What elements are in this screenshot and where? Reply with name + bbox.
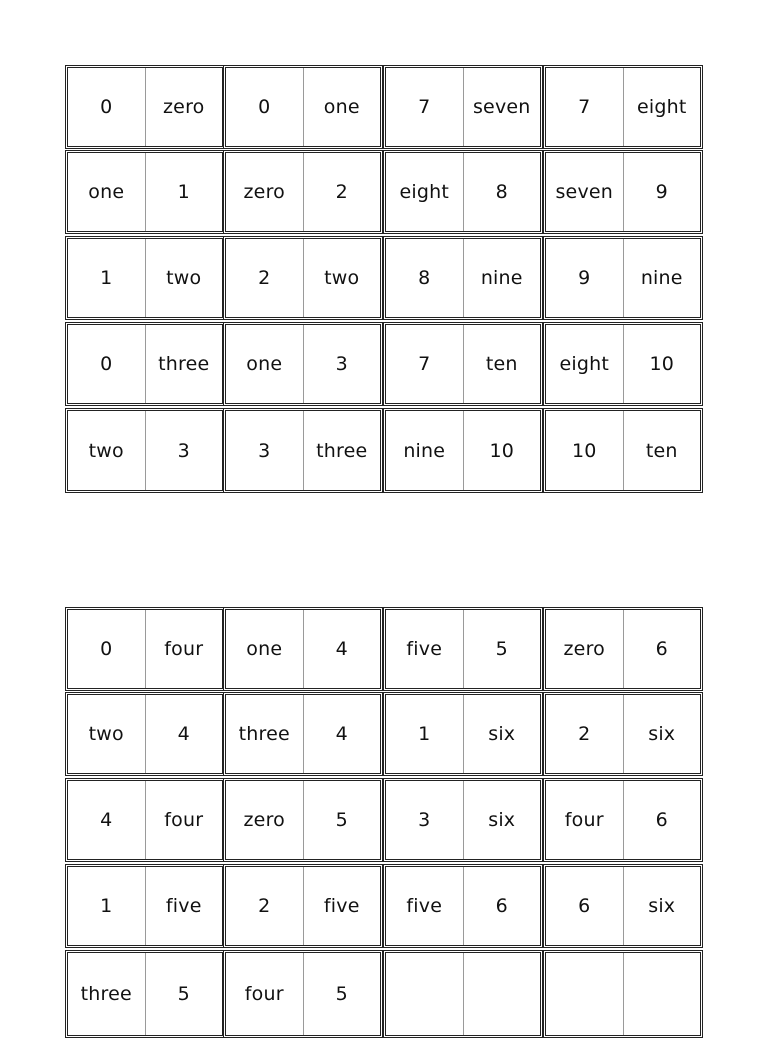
card-right-value: nine — [480, 267, 523, 289]
card-right-value: eight — [636, 96, 687, 118]
card-left-value: five — [386, 610, 464, 688]
card-left-value: 10 — [546, 411, 624, 490]
card-right-value: 6 — [495, 895, 508, 917]
card-left-value: 1 — [68, 867, 146, 945]
domino-card — [65, 778, 225, 862]
card-left-value: 1 — [386, 695, 464, 773]
domino-card — [65, 150, 225, 234]
card-right-value — [624, 953, 701, 1035]
card-row — [65, 778, 703, 862]
card-right-value: two — [324, 267, 360, 289]
card-left-value: 7 — [546, 68, 624, 146]
domino-card — [383, 607, 543, 691]
card-left-value: three — [68, 953, 146, 1035]
domino-card — [65, 65, 225, 149]
card-left-value: 3 — [386, 781, 464, 859]
domino-card — [383, 778, 543, 862]
domino-card — [223, 950, 383, 1038]
card-left-value: 4 — [68, 781, 146, 859]
domino-card — [543, 322, 703, 406]
card-right-value: ten — [645, 439, 678, 462]
card-right-value: 2 — [335, 181, 348, 203]
card-left-value: five — [386, 867, 464, 945]
card-right-value: 3 — [335, 353, 348, 375]
card-left-value: 2 — [226, 239, 304, 317]
card-left-value: 0 — [68, 325, 146, 403]
card-row — [65, 950, 703, 1038]
card-right-value: zero — [163, 96, 205, 118]
card-left-value: 0 — [68, 610, 146, 688]
domino-card — [223, 236, 383, 320]
card-left-value: 8 — [386, 239, 464, 317]
card-left-value: eight — [546, 325, 624, 403]
domino-card — [543, 150, 703, 234]
domino-card — [223, 778, 383, 862]
card-right-value: 5 — [335, 809, 348, 831]
domino-card — [223, 607, 383, 691]
domino-card — [65, 692, 225, 776]
card-right-value: three — [158, 353, 210, 375]
domino-sheet-bottom — [65, 607, 703, 1024]
card-left-value: 2 — [546, 695, 624, 773]
domino-card — [543, 607, 703, 691]
domino-card — [543, 864, 703, 948]
card-left-value: 7 — [386, 68, 464, 146]
domino-card — [383, 864, 543, 948]
card-right-value: 10 — [489, 439, 515, 462]
card-right-value: five — [165, 895, 202, 917]
card-row — [65, 408, 703, 493]
domino-card — [65, 950, 225, 1038]
card-right-value: 6 — [655, 638, 668, 660]
domino-card — [223, 322, 383, 406]
card-right-value: 4 — [335, 723, 348, 745]
card-left-value: 0 — [226, 68, 304, 146]
card-left-value: zero — [226, 781, 304, 859]
card-right-value: six — [488, 809, 516, 831]
domino-card — [65, 408, 225, 493]
card-right-value: 5 — [495, 638, 508, 660]
domino-card — [383, 150, 543, 234]
card-left-value: eight — [386, 153, 464, 231]
card-right-value: six — [648, 895, 676, 917]
domino-card — [383, 692, 543, 776]
domino-card — [383, 322, 543, 406]
card-right-value: two — [166, 267, 202, 289]
card-left-value: two — [68, 411, 146, 490]
card-left-value — [386, 953, 464, 1035]
card-row — [65, 65, 703, 149]
domino-card — [543, 236, 703, 320]
card-left-value: 3 — [226, 411, 304, 490]
card-right-value: 6 — [655, 809, 668, 831]
card-right-value: six — [648, 723, 676, 745]
card-left-value: 7 — [386, 325, 464, 403]
domino-card — [223, 150, 383, 234]
card-left-value: 9 — [546, 239, 624, 317]
card-left-value: 0 — [68, 68, 146, 146]
domino-card — [65, 236, 225, 320]
domino-card — [65, 607, 225, 691]
card-left-value: three — [226, 695, 304, 773]
card-row — [65, 864, 703, 948]
card-right-value: 5 — [335, 983, 348, 1005]
card-left-value: seven — [546, 153, 624, 231]
domino-card — [223, 692, 383, 776]
card-right-value: three — [316, 439, 368, 462]
domino-card — [543, 692, 703, 776]
card-left-value: four — [226, 953, 304, 1035]
card-left-value: four — [546, 781, 624, 859]
domino-card — [383, 236, 543, 320]
card-right-value: 10 — [649, 353, 675, 375]
domino-card — [223, 65, 383, 149]
domino-card — [223, 864, 383, 948]
card-right-value: four — [164, 809, 204, 831]
domino-sheet-top — [65, 65, 703, 479]
card-row — [65, 692, 703, 776]
card-left-value: one — [68, 153, 146, 231]
card-right-value: nine — [640, 267, 683, 289]
card-right-value: six — [488, 723, 516, 745]
card-right-value — [464, 953, 541, 1035]
card-right-value: four — [164, 638, 204, 660]
card-left-value — [546, 953, 624, 1035]
card-right-value: 5 — [177, 983, 190, 1005]
card-right-value: ten — [485, 353, 518, 375]
card-right-value: 1 — [177, 181, 190, 203]
card-right-value: 4 — [177, 723, 190, 745]
domino-card — [383, 65, 543, 149]
card-left-value: 1 — [68, 239, 146, 317]
card-row — [65, 322, 703, 406]
card-row — [65, 236, 703, 320]
card-right-value: 3 — [177, 439, 190, 462]
card-left-value: 6 — [546, 867, 624, 945]
card-left-value: one — [226, 325, 304, 403]
card-left-value: zero — [226, 153, 304, 231]
domino-card — [543, 778, 703, 862]
card-right-value: seven — [472, 96, 531, 118]
card-left-value: one — [226, 610, 304, 688]
domino-card — [543, 408, 703, 493]
domino-card — [383, 408, 543, 493]
domino-card — [223, 408, 383, 493]
card-left-value: zero — [546, 610, 624, 688]
card-right-value: one — [323, 96, 360, 118]
card-left-value: nine — [386, 411, 464, 490]
domino-card — [383, 950, 543, 1038]
card-right-value: 8 — [495, 181, 508, 203]
card-right-value: five — [323, 895, 360, 917]
domino-card — [543, 65, 703, 149]
card-row — [65, 607, 703, 691]
domino-card — [65, 322, 225, 406]
domino-card — [65, 864, 225, 948]
card-right-value: 9 — [655, 181, 668, 203]
card-left-value: two — [68, 695, 146, 773]
card-right-value: 4 — [335, 638, 348, 660]
card-row — [65, 150, 703, 234]
card-left-value: 2 — [226, 867, 304, 945]
domino-card — [543, 950, 703, 1038]
